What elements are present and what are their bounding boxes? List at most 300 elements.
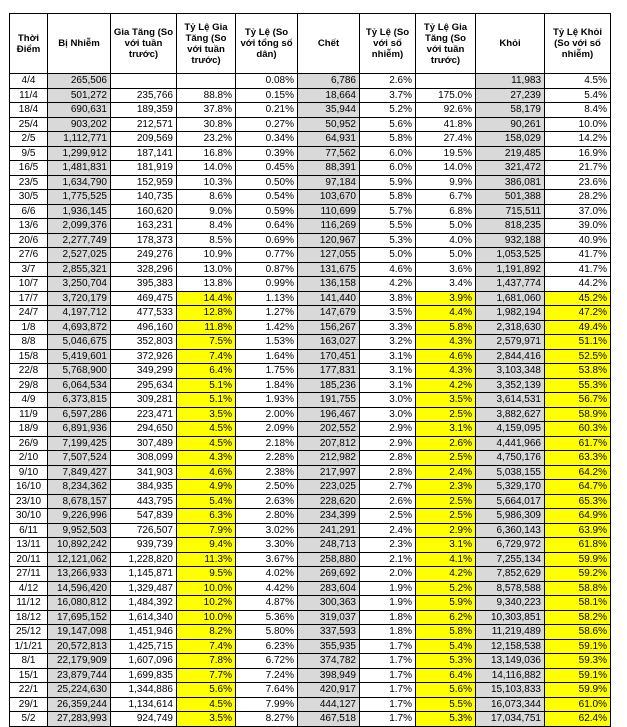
cell-population-rate: 6.72% xyxy=(236,654,298,669)
cell-recovery-rate: 59.2% xyxy=(545,567,611,582)
cell-time: 11/9 xyxy=(10,407,48,422)
cell-increase-rate: 5.4% xyxy=(177,494,236,509)
cell-recovered: 12,158,538 xyxy=(476,639,545,654)
cell-population-rate: 4.42% xyxy=(236,581,298,596)
cell-infected: 8,234,362 xyxy=(48,480,111,495)
cell-recovery-rate: 21.7% xyxy=(545,161,611,176)
table-row xyxy=(10,306,611,321)
cell-time: 8/8 xyxy=(10,335,48,350)
table-row xyxy=(10,465,611,480)
table-row xyxy=(10,567,611,582)
cell-deaths: 110,699 xyxy=(298,204,360,219)
cell-infected: 2,527,025 xyxy=(48,248,111,263)
cell-recovered: 321,472 xyxy=(476,161,545,176)
cell-recovered: 1,982,194 xyxy=(476,306,545,321)
cell-infected: 7,849,427 xyxy=(48,465,111,480)
cell-recovered: 219,485 xyxy=(476,146,545,161)
cell-death-rate: 1.9% xyxy=(360,596,416,611)
cell-death-increase-rate: 6.2% xyxy=(416,610,476,625)
cell-death-rate: 1.8% xyxy=(360,610,416,625)
cell-deaths: 207,812 xyxy=(298,436,360,451)
cell-infected: 14,596,420 xyxy=(48,581,111,596)
cell-increase: 189,359 xyxy=(111,103,177,118)
cell-increase-rate: 4.5% xyxy=(177,697,236,712)
cell-deaths: 228,620 xyxy=(298,494,360,509)
cell-increase-rate: 10.0% xyxy=(177,581,236,596)
cell-death-rate: 3.7% xyxy=(360,88,416,103)
cell-death-increase-rate: 4.3% xyxy=(416,364,476,379)
cell-deaths: 398,949 xyxy=(298,668,360,683)
cell-infected: 265,506 xyxy=(48,74,111,89)
cell-infected: 1,634,790 xyxy=(48,175,111,190)
cell-deaths: 300,363 xyxy=(298,596,360,611)
cell-deaths: 185,236 xyxy=(298,378,360,393)
cell-increase-rate: 4.3% xyxy=(177,451,236,466)
cell-increase: 1,451,946 xyxy=(111,625,177,640)
cell-death-increase-rate: 5.4% xyxy=(416,639,476,654)
cell-time: 11/12 xyxy=(10,596,48,611)
cell-increase: 349,299 xyxy=(111,364,177,379)
table-row xyxy=(10,523,611,538)
cell-recovery-rate: 14.2% xyxy=(545,132,611,147)
cell-recovered: 1,191,892 xyxy=(476,262,545,277)
cell-infected: 27,283,993 xyxy=(48,712,111,727)
cell-deaths: 212,982 xyxy=(298,451,360,466)
table-row xyxy=(10,277,611,292)
cell-recovered: 17,034,751 xyxy=(476,712,545,727)
cell-increase: 469,475 xyxy=(111,291,177,306)
cell-death-increase-rate: 4.2% xyxy=(416,567,476,582)
cell-death-increase-rate: 3.1% xyxy=(416,538,476,553)
cell-infected: 22,179,909 xyxy=(48,654,111,669)
cell-time: 27/6 xyxy=(10,248,48,263)
cell-increase-rate: 5.1% xyxy=(177,393,236,408)
cell-deaths: 156,267 xyxy=(298,320,360,335)
cell-death-increase-rate: 5.6% xyxy=(416,683,476,698)
cell-population-rate: 2.80% xyxy=(236,509,298,524)
cell-population-rate: 0.87% xyxy=(236,262,298,277)
cell-increase: 1,614,340 xyxy=(111,610,177,625)
cell-recovery-rate: 53.8% xyxy=(545,364,611,379)
cell-recovered: 1,437,774 xyxy=(476,277,545,292)
cell-time: 9/10 xyxy=(10,465,48,480)
cell-time: 22/8 xyxy=(10,364,48,379)
cell-increase-rate: 9.5% xyxy=(177,567,236,582)
cell-population-rate: 7.24% xyxy=(236,668,298,683)
cell-recovered: 715,511 xyxy=(476,204,545,219)
cell-death-increase-rate: 4.0% xyxy=(416,233,476,248)
cell-time: 3/7 xyxy=(10,262,48,277)
cell-increase-rate: 4.6% xyxy=(177,465,236,480)
cell-increase: 372,926 xyxy=(111,349,177,364)
table-row xyxy=(10,596,611,611)
cell-population-rate: 7.64% xyxy=(236,683,298,698)
cell-increase-rate: 7.8% xyxy=(177,654,236,669)
cell-infected: 2,099,376 xyxy=(48,219,111,234)
cell-recovered: 14,116,882 xyxy=(476,668,545,683)
cell-deaths: 136,158 xyxy=(298,277,360,292)
cell-infected: 7,507,524 xyxy=(48,451,111,466)
table-row xyxy=(10,117,611,132)
cell-time: 5/2 xyxy=(10,712,48,727)
table-row xyxy=(10,393,611,408)
cell-death-increase-rate: 4.4% xyxy=(416,306,476,321)
table-row xyxy=(10,364,611,379)
cell-recovered: 3,103,348 xyxy=(476,364,545,379)
table-row xyxy=(10,161,611,176)
cell-death-increase-rate: 5.8% xyxy=(416,320,476,335)
cell-increase-rate: 5.6% xyxy=(177,683,236,698)
cell-time: 17/7 xyxy=(10,291,48,306)
cell-population-rate: 1.93% xyxy=(236,393,298,408)
cell-death-rate: 4.6% xyxy=(360,262,416,277)
cell-death-increase-rate: 3.1% xyxy=(416,422,476,437)
cell-increase: 140,735 xyxy=(111,190,177,205)
table-row xyxy=(10,349,611,364)
cell-increase: 328,296 xyxy=(111,262,177,277)
cell-increase: 477,533 xyxy=(111,306,177,321)
cell-recovery-rate: 8.4% xyxy=(545,103,611,118)
cell-increase-rate: 12.8% xyxy=(177,306,236,321)
table-row xyxy=(10,683,611,698)
cell-death-rate: 2.6% xyxy=(360,494,416,509)
cell-recovery-rate: 49.4% xyxy=(545,320,611,335)
cell-time: 26/9 xyxy=(10,436,48,451)
table-row xyxy=(10,291,611,306)
cell-time: 29/8 xyxy=(10,378,48,393)
table-row xyxy=(10,248,611,263)
cell-population-rate: 0.77% xyxy=(236,248,298,263)
table-row xyxy=(10,146,611,161)
cell-time: 4/12 xyxy=(10,581,48,596)
cell-death-rate: 3.1% xyxy=(360,364,416,379)
cell-increase: 395,383 xyxy=(111,277,177,292)
table-row xyxy=(10,132,611,147)
cell-recovered: 11,983 xyxy=(476,74,545,89)
cell-increase: 308,099 xyxy=(111,451,177,466)
cell-increase-rate: 30.8% xyxy=(177,117,236,132)
cell-deaths: 319,037 xyxy=(298,610,360,625)
cell-increase-rate: 9.0% xyxy=(177,204,236,219)
cell-death-increase-rate: 2.9% xyxy=(416,523,476,538)
header-time: Thời Điểm xyxy=(10,14,48,74)
cell-recovery-rate: 39.0% xyxy=(545,219,611,234)
cell-population-rate: 0.54% xyxy=(236,190,298,205)
cell-deaths: 217,997 xyxy=(298,465,360,480)
cell-recovered: 4,159,095 xyxy=(476,422,545,437)
cell-death-increase-rate: 4.1% xyxy=(416,552,476,567)
header-recovery-rate: Tỷ Lệ Khỏi (So với số nhiễm) xyxy=(545,14,611,74)
table-row xyxy=(10,610,611,625)
cell-increase-rate: 6.3% xyxy=(177,509,236,524)
cell-death-increase-rate: 2.6% xyxy=(416,436,476,451)
cell-population-rate: 5.36% xyxy=(236,610,298,625)
cell-time: 25/12 xyxy=(10,625,48,640)
cell-increase: 1,425,715 xyxy=(111,639,177,654)
cell-increase: 1,145,871 xyxy=(111,567,177,582)
cell-deaths: 88,391 xyxy=(298,161,360,176)
cell-increase: 1,344,886 xyxy=(111,683,177,698)
cell-death-increase-rate: 5.3% xyxy=(416,654,476,669)
table-row xyxy=(10,219,611,234)
cell-increase-rate: 8.4% xyxy=(177,219,236,234)
cell-time: 10/7 xyxy=(10,277,48,292)
cell-population-rate: 1.75% xyxy=(236,364,298,379)
cell-infected: 903,202 xyxy=(48,117,111,132)
cell-increase-rate: 7.4% xyxy=(177,349,236,364)
table-row xyxy=(10,378,611,393)
covid-stats-table-container xyxy=(9,13,611,727)
header-increase: Gia Tăng (So với tuần trước) xyxy=(111,14,177,74)
cell-increase: 295,634 xyxy=(111,378,177,393)
cell-death-increase-rate: 2.3% xyxy=(416,480,476,495)
cell-recovery-rate: 58.2% xyxy=(545,610,611,625)
cell-deaths: 97,184 xyxy=(298,175,360,190)
cell-increase: 181,919 xyxy=(111,161,177,176)
cell-time: 18/4 xyxy=(10,103,48,118)
cell-deaths: 444,127 xyxy=(298,697,360,712)
cell-recovery-rate: 23.6% xyxy=(545,175,611,190)
cell-death-rate: 1.7% xyxy=(360,654,416,669)
cell-increase-rate: 37.8% xyxy=(177,103,236,118)
cell-population-rate: 0.21% xyxy=(236,103,298,118)
cell-population-rate: 1.64% xyxy=(236,349,298,364)
cell-infected: 501,272 xyxy=(48,88,111,103)
table-row xyxy=(10,668,611,683)
cell-increase: 209,569 xyxy=(111,132,177,147)
cell-increase-rate: 7.4% xyxy=(177,639,236,654)
cell-increase-rate: 4.5% xyxy=(177,436,236,451)
cell-recovery-rate: 61.0% xyxy=(545,697,611,712)
cell-deaths: 77,562 xyxy=(298,146,360,161)
cell-infected: 9,226,996 xyxy=(48,509,111,524)
cell-increase: 1,699,835 xyxy=(111,668,177,683)
cell-recovered: 5,664,017 xyxy=(476,494,545,509)
cell-infected: 6,597,286 xyxy=(48,407,111,422)
cell-increase: 160,620 xyxy=(111,204,177,219)
cell-recovered: 5,986,309 xyxy=(476,509,545,524)
cell-recovered: 932,188 xyxy=(476,233,545,248)
cell-recovered: 9,340,223 xyxy=(476,596,545,611)
cell-death-rate: 3.1% xyxy=(360,378,416,393)
header-death-rate: Tỷ Lệ (So với số nhiễm) xyxy=(360,14,416,74)
cell-increase: 443,795 xyxy=(111,494,177,509)
cell-increase-rate: 10.0% xyxy=(177,610,236,625)
cell-recovery-rate: 55.3% xyxy=(545,378,611,393)
cell-infected: 4,693,872 xyxy=(48,320,111,335)
cell-death-rate: 5.8% xyxy=(360,132,416,147)
cell-population-rate: 0.45% xyxy=(236,161,298,176)
cell-deaths: 50,952 xyxy=(298,117,360,132)
cell-death-rate: 1.9% xyxy=(360,581,416,596)
cell-increase-rate: 88.8% xyxy=(177,88,236,103)
cell-infected: 12,121,062 xyxy=(48,552,111,567)
cell-recovery-rate: 59.9% xyxy=(545,683,611,698)
cell-deaths: 202,552 xyxy=(298,422,360,437)
cell-infected: 2,277,749 xyxy=(48,233,111,248)
cell-increase: 341,903 xyxy=(111,465,177,480)
cell-population-rate: 4.87% xyxy=(236,596,298,611)
cell-increase: 1,134,614 xyxy=(111,697,177,712)
cell-death-increase-rate: 3.9% xyxy=(416,291,476,306)
cell-increase-rate: 3.5% xyxy=(177,407,236,422)
cell-recovered: 15,103,833 xyxy=(476,683,545,698)
header-row xyxy=(10,14,611,74)
cell-population-rate: 1.42% xyxy=(236,320,298,335)
cell-deaths: 131,675 xyxy=(298,262,360,277)
cell-increase-rate: 5.1% xyxy=(177,378,236,393)
cell-time: 2/10 xyxy=(10,451,48,466)
cell-time: 18/12 xyxy=(10,610,48,625)
cell-death-increase-rate: 6.4% xyxy=(416,668,476,683)
cell-increase-rate: 14.4% xyxy=(177,291,236,306)
cell-death-increase-rate: 2.5% xyxy=(416,407,476,422)
table-row xyxy=(10,175,611,190)
cell-increase: 352,803 xyxy=(111,335,177,350)
cell-recovered: 3,882,627 xyxy=(476,407,545,422)
cell-recovered: 2,318,630 xyxy=(476,320,545,335)
cell-time: 4/9 xyxy=(10,393,48,408)
cell-death-rate: 5.6% xyxy=(360,117,416,132)
table-row xyxy=(10,233,611,248)
header-death-increase-rate: Tỷ Lệ Gia Tăng (So với tuần trước) xyxy=(416,14,476,74)
cell-population-rate: 2.00% xyxy=(236,407,298,422)
cell-time: 1/1/21 xyxy=(10,639,48,654)
cell-infected: 2,855,321 xyxy=(48,262,111,277)
cell-population-rate: 0.64% xyxy=(236,219,298,234)
cell-time: 30/10 xyxy=(10,509,48,524)
cell-recovery-rate: 58.1% xyxy=(545,596,611,611)
cell-recovered: 158,029 xyxy=(476,132,545,147)
cell-death-rate: 1.7% xyxy=(360,683,416,698)
cell-population-rate: 0.69% xyxy=(236,233,298,248)
cell-death-rate: 3.0% xyxy=(360,407,416,422)
cell-increase-rate: 13.0% xyxy=(177,262,236,277)
table-row xyxy=(10,639,611,654)
cell-recovery-rate: 63.3% xyxy=(545,451,611,466)
cell-recovered: 7,255,134 xyxy=(476,552,545,567)
cell-death-rate: 6.0% xyxy=(360,146,416,161)
cell-death-increase-rate: 92.6% xyxy=(416,103,476,118)
cell-deaths: 283,604 xyxy=(298,581,360,596)
cell-population-rate: 0.50% xyxy=(236,175,298,190)
cell-population-rate: 4.02% xyxy=(236,567,298,582)
cell-death-rate: 1.8% xyxy=(360,625,416,640)
cell-increase-rate: 13.8% xyxy=(177,277,236,292)
cell-increase: 307,489 xyxy=(111,436,177,451)
cell-death-rate: 2.9% xyxy=(360,436,416,451)
cell-increase-rate: 10.3% xyxy=(177,175,236,190)
cell-death-rate: 3.8% xyxy=(360,291,416,306)
cell-death-rate: 1.7% xyxy=(360,639,416,654)
table-row xyxy=(10,538,611,553)
cell-recovery-rate: 58.8% xyxy=(545,581,611,596)
table-row xyxy=(10,320,611,335)
cell-death-rate: 3.0% xyxy=(360,393,416,408)
cell-time: 27/11 xyxy=(10,567,48,582)
cell-increase-rate: 8.5% xyxy=(177,233,236,248)
cell-increase: 223,471 xyxy=(111,407,177,422)
cell-recovery-rate: 61.7% xyxy=(545,436,611,451)
cell-recovery-rate: 62.4% xyxy=(545,712,611,727)
cell-recovered: 6,729,972 xyxy=(476,538,545,553)
cell-recovery-rate: 56.7% xyxy=(545,393,611,408)
cell-increase: 924,749 xyxy=(111,712,177,727)
cell-recovered: 13,149,036 xyxy=(476,654,545,669)
cell-population-rate: 1.13% xyxy=(236,291,298,306)
cell-increase-rate xyxy=(177,74,236,89)
cell-time: 25/4 xyxy=(10,117,48,132)
cell-deaths: 234,399 xyxy=(298,509,360,524)
cell-recovery-rate: 41.7% xyxy=(545,262,611,277)
cell-death-increase-rate xyxy=(416,74,476,89)
cell-infected: 1,481,831 xyxy=(48,161,111,176)
cell-population-rate: 2.18% xyxy=(236,436,298,451)
cell-increase-rate: 11.8% xyxy=(177,320,236,335)
cell-infected: 6,891,936 xyxy=(48,422,111,437)
table-row xyxy=(10,262,611,277)
cell-death-increase-rate: 4.3% xyxy=(416,335,476,350)
cell-recovery-rate: 4.5% xyxy=(545,74,611,89)
cell-deaths: 127,055 xyxy=(298,248,360,263)
cell-increase-rate: 11.3% xyxy=(177,552,236,567)
cell-increase-rate: 9.4% xyxy=(177,538,236,553)
header-population-rate: Tỷ Lệ (So với tổng số dân) xyxy=(236,14,298,74)
table-row xyxy=(10,625,611,640)
cell-deaths: 6,786 xyxy=(298,74,360,89)
cell-recovery-rate: 65.3% xyxy=(545,494,611,509)
cell-recovery-rate: 60.3% xyxy=(545,422,611,437)
cell-recovered: 1,681,060 xyxy=(476,291,545,306)
cell-increase-rate: 8.2% xyxy=(177,625,236,640)
cell-increase-rate: 8.6% xyxy=(177,190,236,205)
cell-recovered: 6,360,143 xyxy=(476,523,545,538)
cell-recovered: 2,844,416 xyxy=(476,349,545,364)
cell-infected: 1,775,525 xyxy=(48,190,111,205)
cell-infected: 17,695,152 xyxy=(48,610,111,625)
cell-death-rate: 2.1% xyxy=(360,552,416,567)
cell-increase: 152,959 xyxy=(111,175,177,190)
cell-infected: 5,046,675 xyxy=(48,335,111,350)
cell-recovered: 2,579,971 xyxy=(476,335,545,350)
cell-deaths: 355,935 xyxy=(298,639,360,654)
table-row xyxy=(10,335,611,350)
cell-recovery-rate: 51.1% xyxy=(545,335,611,350)
cell-time: 8/1 xyxy=(10,654,48,669)
cell-increase: 187,141 xyxy=(111,146,177,161)
cell-time: 15/8 xyxy=(10,349,48,364)
cell-deaths: 191,755 xyxy=(298,393,360,408)
cell-population-rate: 1.84% xyxy=(236,378,298,393)
cell-deaths: 163,027 xyxy=(298,335,360,350)
cell-infected: 1,112,771 xyxy=(48,132,111,147)
table-row xyxy=(10,74,611,89)
cell-recovery-rate: 37.0% xyxy=(545,204,611,219)
cell-increase: 178,373 xyxy=(111,233,177,248)
cell-increase-rate: 14.0% xyxy=(177,161,236,176)
cell-recovered: 5,329,170 xyxy=(476,480,545,495)
table-body xyxy=(10,74,611,727)
cell-increase xyxy=(111,74,177,89)
cell-infected: 1,936,145 xyxy=(48,204,111,219)
cell-increase-rate: 7.7% xyxy=(177,668,236,683)
cell-recovered: 4,750,176 xyxy=(476,451,545,466)
cell-infected: 23,879,744 xyxy=(48,668,111,683)
cell-recovery-rate: 41.7% xyxy=(545,248,611,263)
cell-increase-rate: 4.5% xyxy=(177,422,236,437)
cell-increase-rate: 6.4% xyxy=(177,364,236,379)
table-row xyxy=(10,451,611,466)
